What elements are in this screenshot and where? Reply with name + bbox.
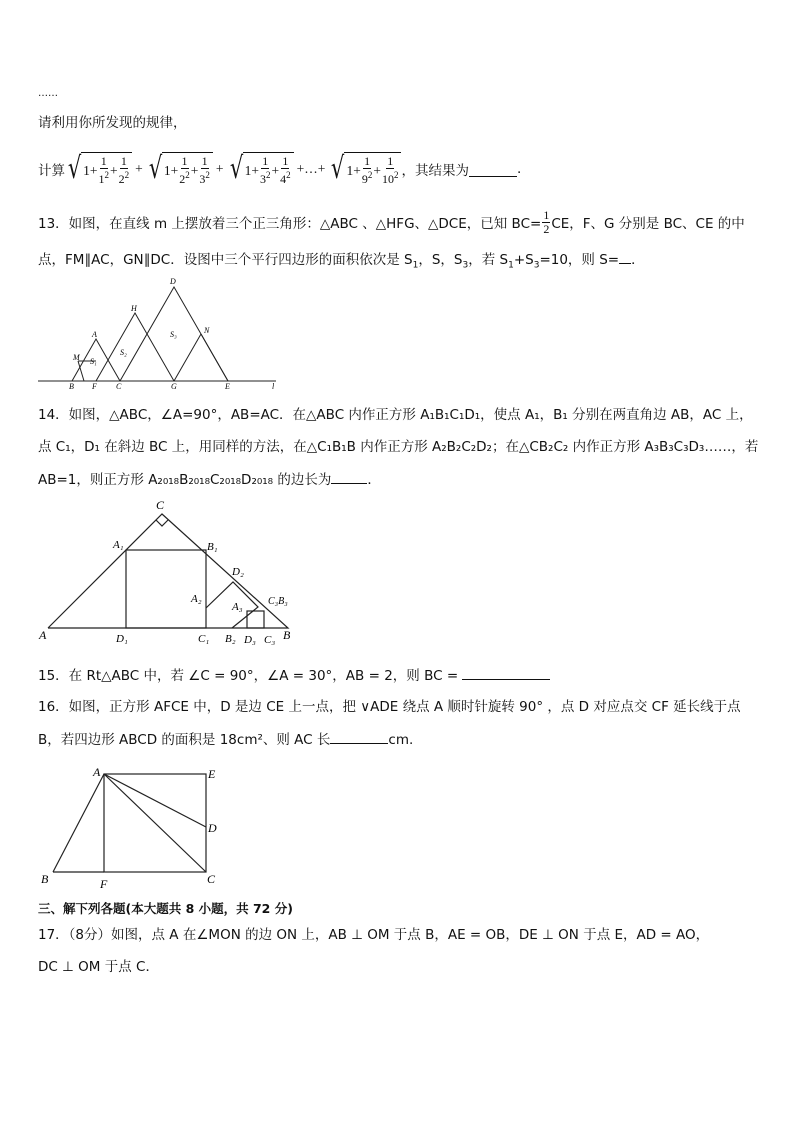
period: .: [516, 161, 522, 177]
intro-line: 请利用你所发现的规律，: [38, 115, 187, 131]
frac: $\frac{1}{9^2}$: [361, 154, 373, 186]
q13-text-a: 13．如图，在直线 m 上摆放着三个正三角形：△ABC 、△HFG、△DCE，已知 BC=: [38, 216, 542, 232]
dots: +…+: [296, 161, 326, 176]
q13-answer-blank[interactable]: [619, 249, 631, 264]
frac: $\frac{1}{4^2}$: [280, 154, 291, 186]
svg-text:F: F: [100, 877, 108, 890]
one-plus: 1+: [83, 162, 98, 178]
svg-text:D₂: D₂: [232, 566, 244, 578]
q15-line: 15．在 Rt△ABC 中，若 ∠C = 90°，∠A = 30°，AB = 2，则 BC =: [38, 665, 550, 686]
svg-text:D₃: D₃: [244, 634, 256, 646]
plus: +: [110, 162, 118, 178]
plus: +: [215, 161, 224, 176]
svg-text:B: B: [69, 382, 74, 391]
svg-text:D: D: [170, 277, 176, 286]
plus: +: [135, 161, 143, 176]
half-frac: $\frac{1}{2}$: [543, 207, 550, 236]
q15-answer-blank[interactable]: [462, 665, 550, 680]
svg-text:E: E: [225, 382, 230, 391]
q13-figure: [36, 275, 286, 393]
q14-line2: 点 C₁，D₁ 在斜边 BC 上，用同样的方法，在△C₁B₁B 内作正方形 A₂B₂C₂D₂；在△CB₂C₂ 内作正方形 A₃B₃C₃D₃……，若: [38, 439, 759, 455]
radical-term-1: √ 1+ $\frac{1}{1^2}$ + $\frac{1}{2^2}$: [65, 152, 132, 186]
q13-line1: [38, 208, 745, 236]
calc-line: [38, 148, 521, 190]
q16-figure: [36, 762, 236, 890]
q13-line2: 点，FM∥AC，GN∥DC．设图中三个平行四边形的面积依次是 $S_1$，S，$S_3$，若 $S_1+S_3=10$，则 S= ．: [38, 249, 645, 276]
svg-text:A: A: [39, 628, 47, 642]
svg-text:H: H: [131, 304, 137, 313]
svg-text:F: F: [92, 382, 97, 391]
svg-text:G: G: [171, 382, 177, 391]
svg-text:A₁: A₁: [113, 539, 124, 551]
svg-text:l: l: [272, 382, 275, 391]
radical-term-4: √ 1+ $\frac{1}{9^2}$ + $\frac{1}{10^2}$: [328, 152, 401, 186]
svg-text:C₁: C₁: [198, 633, 210, 645]
plus: +: [271, 162, 280, 178]
q16-answer-blank[interactable]: [330, 729, 388, 744]
svg-text:B: B: [41, 872, 49, 886]
one-plus: 1+: [244, 162, 259, 178]
q14-line3: AB=1，则正方形 A₂₀₁₈B₂₀₁₈C₂₀₁₈D₂₀₁₈ 的边长为 ．: [38, 469, 381, 490]
frac: $\frac{1}{10^2}$: [381, 154, 399, 186]
svg-text:C: C: [156, 498, 165, 512]
svg-text:D₁: D₁: [116, 633, 128, 645]
q17-line2: DC ⊥ OM 于点 C．: [38, 959, 159, 975]
frac: $\frac{1}{3^2}$: [260, 154, 271, 186]
calc-prefix: 计算: [38, 163, 65, 179]
q13-text-b: CE，F、G 分别是 BC、CE 的中: [551, 216, 745, 232]
svg-text:C₃: C₃: [264, 634, 276, 646]
svg-text:N: N: [204, 326, 210, 335]
svg-text:M: M: [73, 353, 80, 362]
svg-text:S₂: S₂: [120, 348, 127, 357]
svg-text:C₃B₃: C₃B₃: [268, 596, 288, 607]
svg-text:B₁: B₁: [207, 541, 218, 553]
svg-text:A: A: [93, 765, 101, 779]
q14-line1: 14．如图，△ABC，∠A=90°，AB=AC．在△ABC 内作正方形 A₁B₁C₁D₁，使点 A₁，B₁ 分别在两直角边 AB，AC 上，: [38, 407, 753, 423]
q16-line1: 16．如图，正方形 AFCE 中，D 是边 CE 上一点，把 ∨ADE 绕点 A 顺时针旋转 90° ，点 D 对应点交 CF 延长线于点: [38, 699, 741, 715]
svg-text:C: C: [207, 872, 216, 886]
svg-text:E: E: [208, 767, 216, 781]
svg-text:S₁: S₁: [90, 357, 97, 366]
one-plus: 1+: [346, 162, 361, 178]
one-plus: 1+: [163, 162, 179, 178]
svg-text:A₂: A₂: [191, 593, 202, 605]
frac: $\frac{1}{1^2}$: [98, 154, 109, 186]
plus: +: [190, 162, 199, 178]
q14-figure: [36, 497, 306, 649]
plus: +: [373, 162, 381, 178]
radical-term-2: √ 1+ $\frac{1}{2^2}$ + $\frac{1}{3^2}$: [146, 152, 213, 186]
frac: $\frac{1}{2^2}$: [179, 154, 190, 186]
svg-text:D: D: [208, 821, 217, 835]
q17-line1: 17．（8分）如图，点 A 在∠MON 的边 ON 上，AB ⊥ OM 于点 B，AE = OB，DE ⊥ ON 于点 E，AD = AO，: [38, 927, 710, 943]
svg-text:B₂: B₂: [225, 633, 236, 645]
radical-term-3: √ 1+ $\frac{1}{3^2}$ + $\frac{1}{4^2}$: [227, 152, 294, 186]
frac: $\frac{1}{3^2}$: [199, 154, 210, 186]
svg-text:C: C: [116, 382, 122, 391]
svg-text:S₃: S₃: [170, 330, 177, 339]
svg-text:A: A: [92, 330, 97, 339]
answer-blank[interactable]: [469, 162, 517, 177]
q16-line2: B，若四边形 ABCD 的面积是 18cm²、则 AC 长 cm.: [38, 729, 413, 750]
svg-text:B: B: [283, 628, 291, 642]
calc-suffix: ，其结果为: [401, 163, 469, 179]
frac: $\frac{1}{2^2}$: [118, 154, 130, 186]
ellipsis: ……: [38, 88, 58, 99]
section-3-heading: 三、解下列各题(本大题共 8 小题，共 72 分): [38, 901, 293, 916]
svg-text:A₃: A₃: [232, 601, 243, 613]
q14-answer-blank[interactable]: [331, 469, 367, 484]
